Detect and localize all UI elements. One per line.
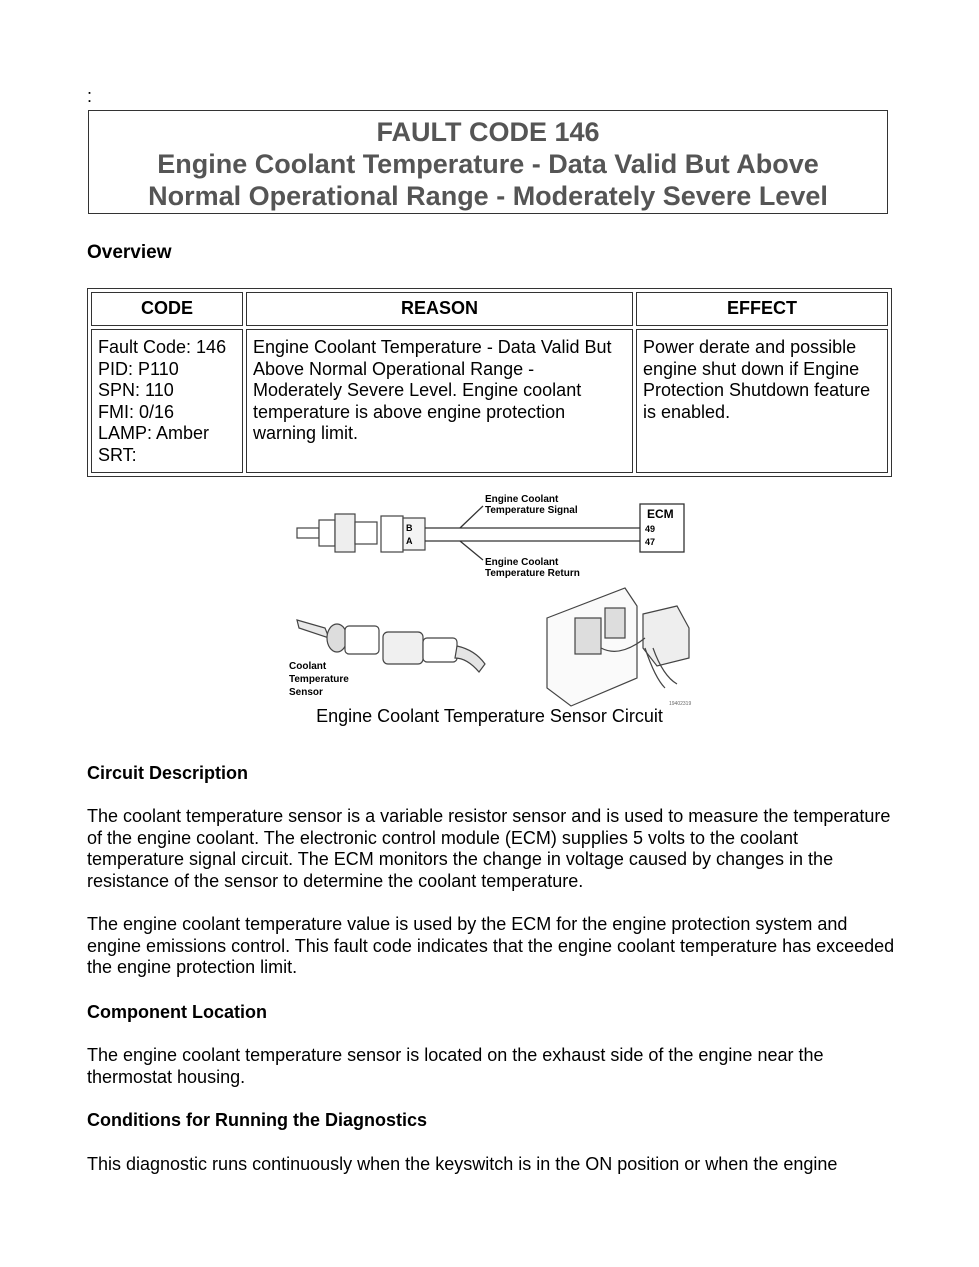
overview-heading: Overview — [87, 242, 172, 263]
fault-description-line-1: Engine Coolant Temperature - Data Valid But Above — [157, 149, 819, 179]
signal-wire-label-line-1: Engine Coolant — [485, 494, 559, 505]
reason-column-header: REASON — [246, 292, 633, 326]
sensor-label-line-1: Coolant — [289, 661, 327, 672]
fault-title-box — [88, 110, 888, 214]
sensor-label-line-2: Temperature — [289, 674, 349, 685]
ecm-label: ECM — [647, 507, 674, 521]
connector-pin-b-label: B — [406, 523, 413, 533]
lamp-line: LAMP: Amber — [98, 423, 210, 443]
ecm-pictorial — [547, 588, 692, 707]
fault-overview-table — [87, 288, 892, 477]
component-location-paragraph: The engine coolant temperature sensor is located on the exhaust side of the engine near the thermostat housing. — [87, 1045, 824, 1087]
ecm-pin-47-label: 47 — [645, 537, 656, 547]
diagram-caption: Engine Coolant Temperature Sensor Circuit — [316, 706, 663, 726]
page-marker: : — [87, 86, 93, 106]
component-location-heading: Component Location — [87, 1002, 267, 1022]
srt-line: SRT: — [98, 444, 137, 465]
code-column-header: CODE — [91, 292, 243, 326]
signal-wire-label-line-2: Temperature Signal — [485, 505, 578, 516]
ecm-pin-49-label: 49 — [645, 524, 656, 534]
table-row — [91, 329, 888, 473]
conditions-heading: Conditions for Running the Diagnostics — [87, 1110, 427, 1130]
circuit-description-heading: Circuit Description — [87, 763, 249, 783]
table-header-row — [91, 292, 888, 326]
fault-code-line: Fault Code: 146 — [98, 337, 227, 357]
fault-code-title: FAULT CODE 146 — [376, 117, 600, 147]
connector-pin-a-label: A — [406, 536, 413, 546]
conditions-paragraph: This diagnostic runs continuously when the keyswitch is in the ON position or when the engine — [87, 1154, 838, 1174]
return-wire-label-line-2: Temperature Return — [485, 568, 580, 579]
effect-column-header: EFFECT — [636, 292, 888, 326]
effect-cell: Power derate and possible engine shut down if Engine Protection Shutdown feature is enabled. — [636, 329, 888, 473]
pid-line: PID: P110 — [98, 358, 179, 379]
figure-id-label: 19402319 — [669, 701, 692, 707]
spn-line: SPN: 110 — [98, 380, 174, 400]
fmi-line: FMI: 0/16 — [98, 401, 175, 422]
sensor-label-line-3: Sensor — [289, 687, 323, 698]
circuit-description-paragraph-2: The engine coolant temperature value is used by the ECM for the engine protection system and engine emissions control. This fault code indicates that the engine coolant temperature has exceeded the engine protection limit. — [87, 914, 895, 977]
circuit-description-paragraph-1: The coolant temperature sensor is a variable resistor sensor and is used to measure the temperature of the engine coolant. The electronic control module (ECM) supplies 5 volts to the coolant temperature signal circuit. The ECM monitors the change in voltage caused by changes in the resistance of the sensor to determine the coolant temperature. — [87, 806, 891, 891]
sensor-schematic — [297, 514, 425, 552]
fault-description-line-2: Normal Operational Range - Moderately Severe Level — [148, 181, 828, 211]
sensor-circuit-diagram — [285, 488, 705, 710]
code-cell — [91, 329, 243, 473]
reason-cell: Engine Coolant Temperature - Data Valid But Above Normal Operational Range - Moderately Severe Level. Engine coolant temperature is above engine protection warning limit. — [246, 329, 633, 473]
return-wire-label-line-1: Engine Coolant — [485, 557, 559, 568]
